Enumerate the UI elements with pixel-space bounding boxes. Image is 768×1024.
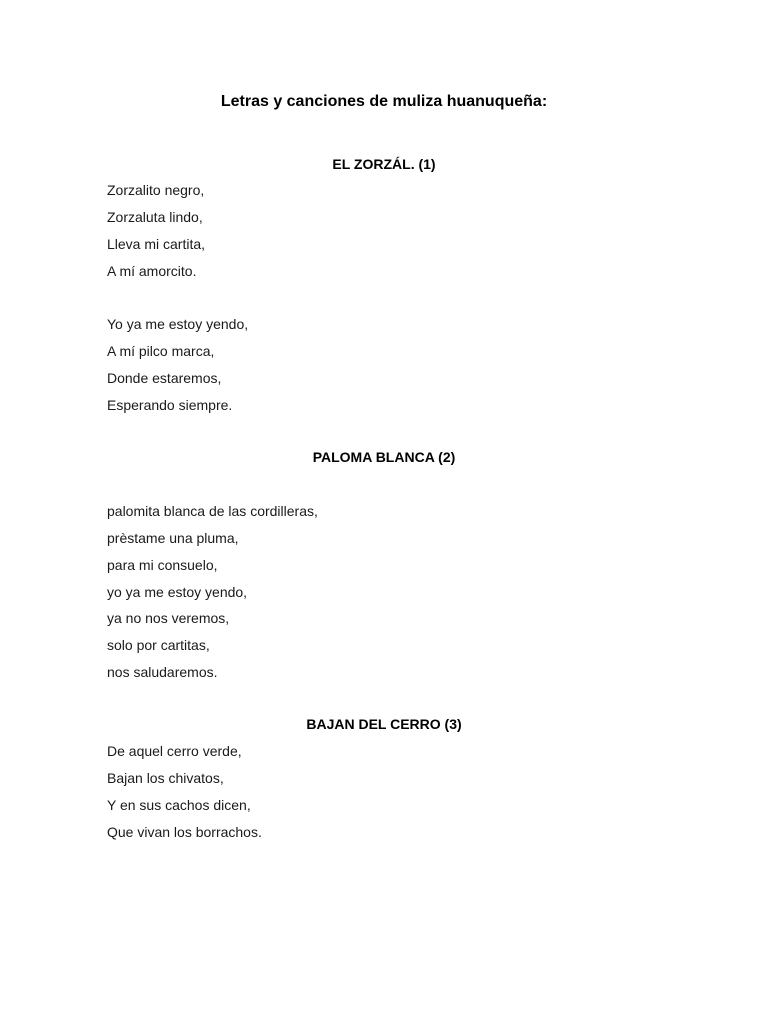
verse-line: Esperando siempre. [107,397,233,413]
verse-line: Que vivan los borrachos. [107,824,262,840]
song-title-paloma-blanca: PALOMA BLANCA (2) [312,449,456,465]
verse-line: De aquel cerro verde, [107,743,242,759]
verse-line: Yo ya me estoy yendo, [107,316,249,332]
verse-line: prèstame una pluma, [107,530,239,546]
document-title: Letras y canciones de muliza huanuqueña: [220,93,548,110]
song-title-bajan-del-cerro: BAJAN DEL CERRO (3) [306,716,462,732]
verse-line: Lleva mi cartita, [107,236,206,252]
verse-line: palomita blanca de las cordilleras, [107,503,318,519]
verse-line: ya no nos veremos, [107,610,230,626]
verse-line: Zorzaluta lindo, [107,209,203,225]
verse-line: para mi consuelo, [107,557,218,573]
verse-line: A mí amorcito. [107,263,197,279]
verse-line: nos saludaremos. [107,664,218,680]
verse-line: yo ya me estoy yendo, [107,584,248,600]
verse-line: solo por cartitas, [107,637,210,653]
verse-line: Zorzalito negro, [107,182,205,198]
song-title-el-zorzal: EL ZORZÁL. (1) [332,156,436,172]
verse-line: Donde estaremos, [107,370,222,386]
verse-line: Y en sus cachos dicen, [107,797,251,813]
verse-line: Bajan los chivatos, [107,770,224,786]
verse-line: A mí pilco marca, [107,343,215,359]
